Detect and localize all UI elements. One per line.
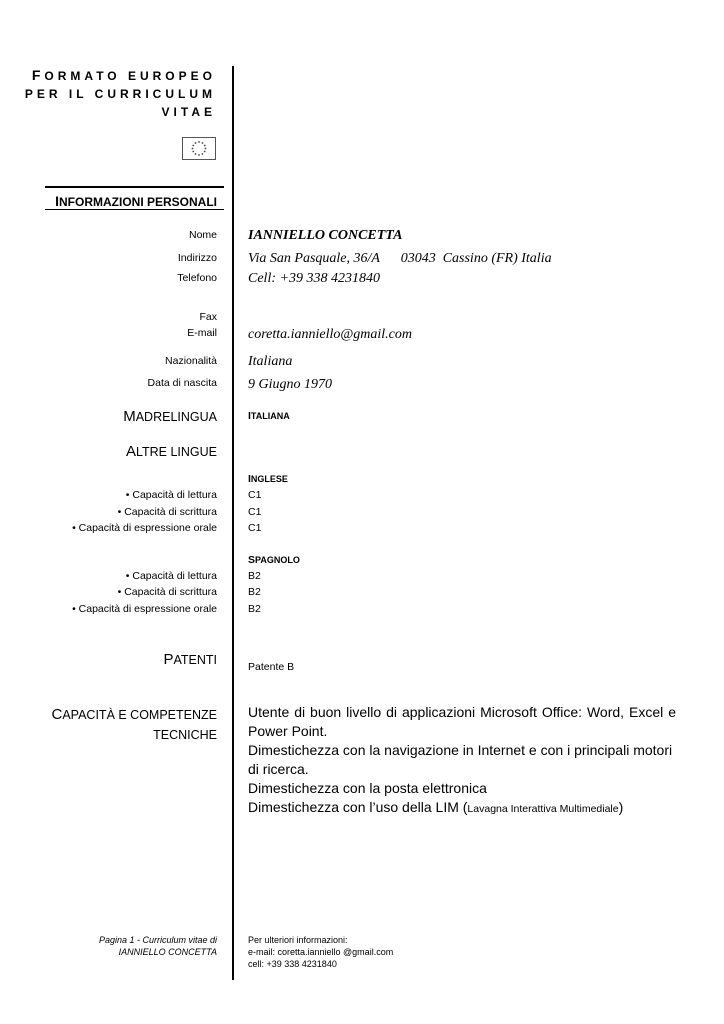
skill-level: B2 — [248, 570, 261, 582]
skill-level: C1 — [248, 489, 262, 501]
label-nascita: Data di nascita — [147, 377, 217, 389]
skill-label: • Capacità di espressione orale — [72, 522, 217, 534]
label-telefono: Telefono — [177, 272, 217, 284]
value-indirizzo: Via San Pasquale, 36/A 03043 Cassino (FR) Italia — [248, 251, 552, 266]
section-title: INFORMAZIONI PERSONALI — [55, 193, 217, 209]
section-rule-bottom — [45, 209, 224, 210]
skill-label: • Capacità di scrittura — [117, 506, 217, 518]
value-nome: IANNIELLO CONCETTA — [248, 228, 403, 243]
skill-level: B2 — [248, 586, 261, 598]
label-altre-lingue: ALTRE LINGUE — [125, 443, 217, 460]
section-rule-top — [45, 186, 224, 188]
language-name: INGLESE — [248, 473, 288, 485]
skill-email: Dimestichezza con la posta elettronica — [248, 780, 487, 796]
value-madrelingua: ITALIANA — [248, 410, 290, 422]
skill-level: B2 — [248, 603, 261, 615]
value-nascita: 9 Giugno 1970 — [248, 377, 332, 392]
skill-level: C1 — [248, 522, 262, 534]
value-patenti: Patente B — [248, 661, 295, 673]
label-capacita-tecniche: CAPACITÀ E COMPETENZE TECNICHE — [51, 706, 217, 742]
value-nazionalita: Italiana — [248, 354, 293, 369]
label-fax: Fax — [199, 311, 217, 323]
title-line-1: FORMATO EUROPEO — [31, 67, 216, 83]
label-madrelingua: MADRELINGUA — [123, 408, 217, 425]
technical-skills — [248, 703, 676, 819]
label-nazionalita: Nazionalità — [165, 355, 217, 367]
title-line-2: PER IL CURRICULUM — [24, 87, 216, 101]
value-email: coretta.ianniello@gmail.com — [248, 327, 413, 342]
skill-office: Utente di buon livello di applicazioni Microsoft Office: Word, Excel e Power Point. — [248, 704, 676, 739]
skill-label: • Capacità di lettura — [125, 489, 217, 501]
footer-contact: Per ulteriori informazioni: e-mail: coretta.ianniello @gmail.com cell: +39 338 4231840 — [248, 935, 394, 969]
label-patenti: PATENTI — [163, 651, 217, 668]
column-divider — [232, 66, 234, 980]
label-nome: Nome — [188, 229, 217, 241]
skill-internet: Dimestichezza con la navigazione in Internet e con i principali motori di ricerca. — [248, 742, 673, 777]
title-line-3: VITAE — [161, 105, 216, 119]
label-email: E-mail — [187, 327, 217, 339]
skill-lim: Dimestichezza con l’uso della LIM (Lavagna Interattiva Multimediale) — [248, 799, 624, 815]
skill-label: • Capacità di lettura — [125, 570, 217, 582]
value-telefono: Cell: +39 338 4231840 — [248, 271, 380, 286]
eu-flag-icon — [182, 137, 216, 160]
footer-page-info: Pagina 1 - Curriculum vitae di IANNIELLO CONCETTA — [98, 935, 217, 957]
skill-level: C1 — [248, 506, 262, 518]
label-indirizzo: Indirizzo — [177, 252, 217, 264]
language-name: SPAGNOLO — [248, 554, 300, 566]
document-title — [0, 66, 216, 121]
skill-label: • Capacità di espressione orale — [72, 603, 217, 615]
skill-label: • Capacità di scrittura — [117, 586, 217, 598]
